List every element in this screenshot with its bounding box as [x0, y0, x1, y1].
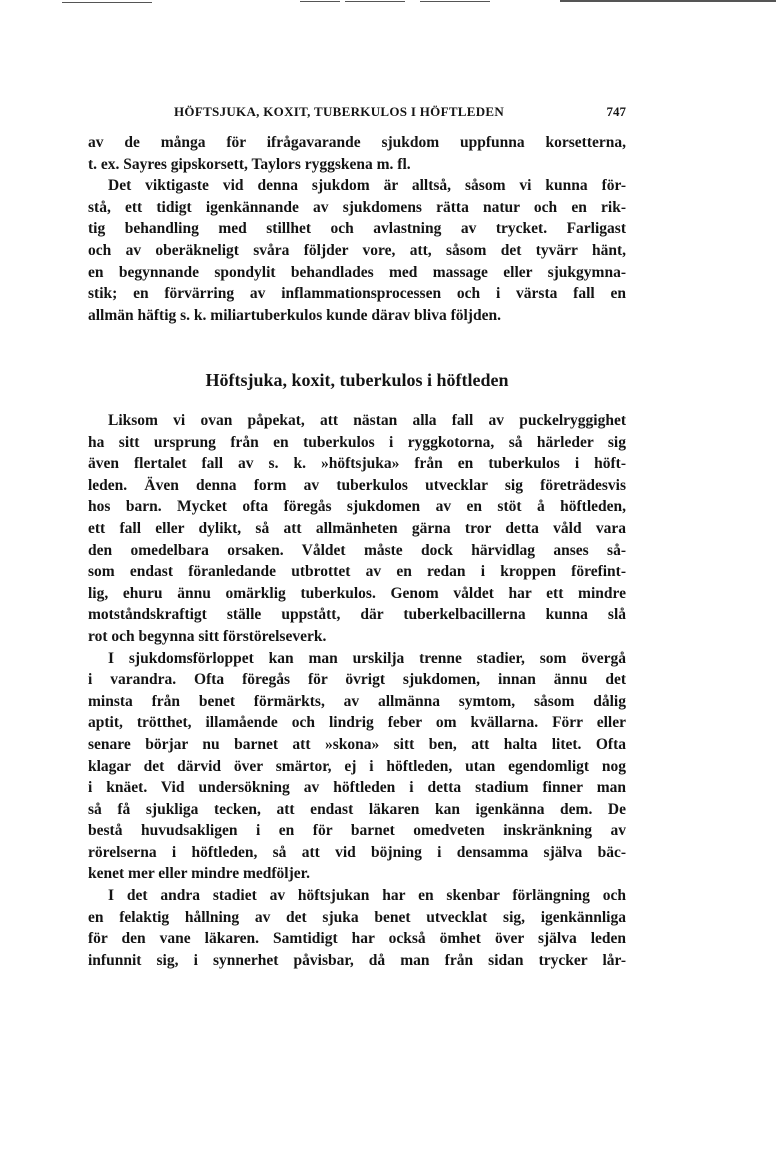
text-line: Det viktigaste vid denna sjukdom är alltså, såsom vi kunna för- — [108, 177, 626, 195]
text-line: för den vane läkaren. Samtidigt har också ömhet över själva leden — [88, 930, 626, 948]
text-line: ha sitt ursprung från en tuberkulos i ryggkotorna, så härleder sig — [88, 433, 626, 451]
text-line: kenet mer eller mindre medföljer. — [88, 865, 310, 883]
text-line: leden. Även denna form av tuberkulos utvecklar sig företrädesvis — [88, 476, 626, 494]
text-line: allmän häftig s. k. miliartuberkulos kunde därav bliva följden. — [88, 306, 501, 324]
text-line: stå, ett tidigt igenkännande av sjukdomens rätta natur och en rik- — [88, 198, 626, 216]
text-line: i varandra. Ofta föregås för övrigt sjukdomen, innan ännu det — [88, 671, 626, 689]
text-line: minsta från benet förmärkts, av allmänna symtom, såsom dålig — [88, 692, 626, 710]
paragraph — [88, 132, 626, 175]
text-line: klagar det därvid över smärtor, ej i höftleden, utan egendomligt nog — [88, 757, 626, 775]
paragraph — [88, 885, 626, 971]
text-line: och av oberäkneligt svåra följder vore, att, såsom det tyvärr hänt, — [88, 241, 626, 259]
text-line: tig behandling med stillhet och avlastning av trycket. Farligast — [88, 220, 626, 238]
text-line: som endast föranledande utbrottet av en redan i kroppen förefint- — [88, 563, 626, 581]
scan-top-edge — [0, 0, 776, 6]
text-line: i knäet. Vid undersökning av höftleden i detta stadium finner man — [88, 779, 626, 797]
text-line: så få sjukliga tecken, att endast läkaren kan igenkänna dem. De — [88, 800, 626, 818]
text-line: stik; en förvärring av inflammationsprocessen och i värsta fall en — [88, 285, 626, 303]
text-line: även flertalet fall av s. k. »höftsjuka» från en tuberkulos i höft- — [88, 455, 626, 473]
intro-text — [88, 132, 626, 326]
text-line: hos barn. Mycket ofta föregås sjukdomen av en stöt å höftleden, — [88, 498, 626, 516]
running-head: HÖFTSJUKA, KOXIT, TUBERKULOS I HÖFTLEDEN — [174, 104, 505, 119]
section-heading: Höftsjuka, koxit, tuberkulos i höftleden — [205, 370, 509, 390]
text-line: en felaktig hållning av det sjuka benet utvecklat sig, igenkännliga — [88, 908, 626, 926]
paragraph — [88, 175, 626, 326]
text-line: senare börjar nu barnet att »skona» sitt ben, att halta litet. Ofta — [88, 735, 626, 753]
text-line: infunnit sig, i synnerhet påvisbar, då man från sidan trycker lår- — [88, 951, 626, 969]
text-line: en begynnande spondylit behandlades med massage eller sjukgymna- — [88, 263, 626, 281]
text-line: rörelserna i höftleden, så att vid böjning i densamma själva bäc- — [88, 843, 626, 861]
paragraph — [88, 410, 626, 648]
text-line: av de många för ifrågavarande sjukdom uppfunna korsetterna, — [88, 134, 626, 151]
page-number: 747 — [606, 104, 626, 119]
text-line: ett fall eller dylikt, så att allmänheten gärna tror detta våld vara — [88, 519, 626, 537]
page-header — [88, 104, 626, 124]
text-line: lig, ehuru ännu omärklig tuberkulos. Genom våldet har ett mindre — [88, 584, 626, 602]
paragraph — [88, 648, 626, 886]
text-line: aptit, trötthet, illamående och lindrig feber om kvällarna. Förr eller — [88, 714, 626, 732]
text-line: t. ex. Sayres gipskorsett, Taylors ryggskena m. fl. — [88, 155, 411, 173]
text-line: den omedelbara orsaken. Våldet måste dock härvidlag anses så- — [88, 541, 626, 559]
text-line: rot och begynna sitt förstörelseverk. — [88, 627, 327, 645]
section-body — [88, 410, 626, 971]
text-line: motståndskraftigt ställe uppstått, där tuberkelbacillerna kunna slå — [88, 606, 626, 624]
text-line: bestå huvudsakligen i en för barnet omedveten inskränkning av — [88, 822, 626, 840]
text-line: I sjukdomsförloppet kan man urskilja trenne stadier, som övergå — [108, 649, 626, 667]
text-line: I det andra stadiet av höftsjukan har en skenbar förlängning och — [108, 887, 626, 905]
text-line: Liksom vi ovan påpekat, att nästan alla fall av puckelryggighet — [108, 412, 626, 429]
